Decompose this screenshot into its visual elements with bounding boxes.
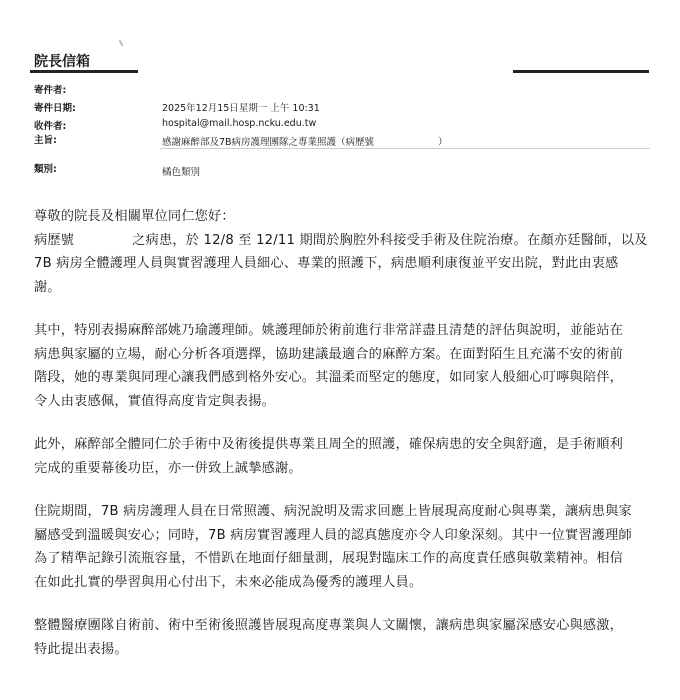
paragraph-line: 整體醫療團隊自術前、術中至術後照護皆展現高度專業與人文關懷，讓病患與家屬深感安心與感激， <box>34 618 624 633</box>
sender-label: 寄件者: <box>34 85 67 96</box>
paragraph-line: 完成的重要幕後功臣，亦一併致上誠摯感謝。 <box>34 460 302 476</box>
record-number-label: 病歷號 <box>34 232 75 248</box>
paragraph-line: 住院期間，7B 病房護理人員在日常照護、病況說明及需求回應上皆展現高度耐心與專業，讓病患與家 <box>34 504 632 519</box>
paragraph-line: 在如此扎實的學習與用心付出下，未來必能成為優秀的護理人員。 <box>34 574 423 590</box>
category-value: 橘色類別 <box>162 167 201 178</box>
date-label: 寄件日期: <box>34 103 76 114</box>
page-title: 院長信箱 <box>34 54 90 70</box>
paragraph-2 <box>34 319 664 413</box>
paragraph-line <box>34 229 664 253</box>
paragraph-1 <box>34 229 664 300</box>
greeting: 尊敬的院長及相關單位同仁您好： <box>34 209 235 224</box>
subject-value: 感謝麻醉部及7B病房護理團隊之專業照護（病歷號 <box>162 137 375 148</box>
paragraph-line: 為了精準記錄引流瓶容量，不惜趴在地面仔細量測，展現對臨床工作的高度責任感與敬業精神。相信 <box>34 551 624 566</box>
paragraph-line: 其中，特別表揚麻醉部姚乃瑜護理師。姚護理師於術前進行非常詳盡且清楚的評估與說明，並能站在 <box>34 323 624 338</box>
date-value: 2025年12月15日星期一 上午 10:31 <box>162 103 320 114</box>
paragraph-3 <box>34 433 664 480</box>
subject-label: 主旨: <box>34 135 57 146</box>
paragraph-line: 令人由衷感佩，實值得高度肯定與表揚。 <box>34 393 275 409</box>
paragraph-line: 此外，麻醉部全體同仁於手術中及術後提供專業且周全的照護，確保病患的安全與舒適，是手術順利 <box>34 437 624 452</box>
paragraph-5 <box>34 614 664 661</box>
paragraph-line: 7B 病房全體護理人員與實習護理人員細心、專業的照護下，病患順利康復並平安出院，對此由衷感 <box>34 256 619 271</box>
letter-body <box>34 205 664 661</box>
recipient-label: 收件者: <box>34 121 67 132</box>
category-label: 類別: <box>34 164 57 175</box>
paragraph-line: 病患與家屬的立場，耐心分析各項選擇，協助建議最適合的麻醉方案。在面對陌生且充滿不安的術前 <box>34 346 624 362</box>
subject-divider <box>160 148 650 149</box>
paragraph-line: 特此提出表揚。 <box>34 641 128 657</box>
paragraph-line-text: 之病患，於 12/8 至 12/11 期間於胸腔外科接受手術及住院治療。在顏亦廷醫師，以及 <box>132 232 648 248</box>
subject-tail: ） <box>438 137 448 148</box>
recipient-value: hospital@mail.hosp.ncku.edu.tw <box>162 118 317 129</box>
paragraph-line: 屬感受到溫暖與安心；同時，7B 病房實習護理人員的認真態度亦令人印象深刻。其中一位實習護理師 <box>34 527 632 543</box>
paragraph-4 <box>34 500 664 594</box>
paragraph-line: 階段，她的專業與同理心讓我們感到格外安心。其溫柔而堅定的態度，如同家人般細心叮嚀與陪伴， <box>34 370 624 385</box>
email-metadata <box>0 0 680 180</box>
paragraph-line: 謝。 <box>34 279 61 295</box>
